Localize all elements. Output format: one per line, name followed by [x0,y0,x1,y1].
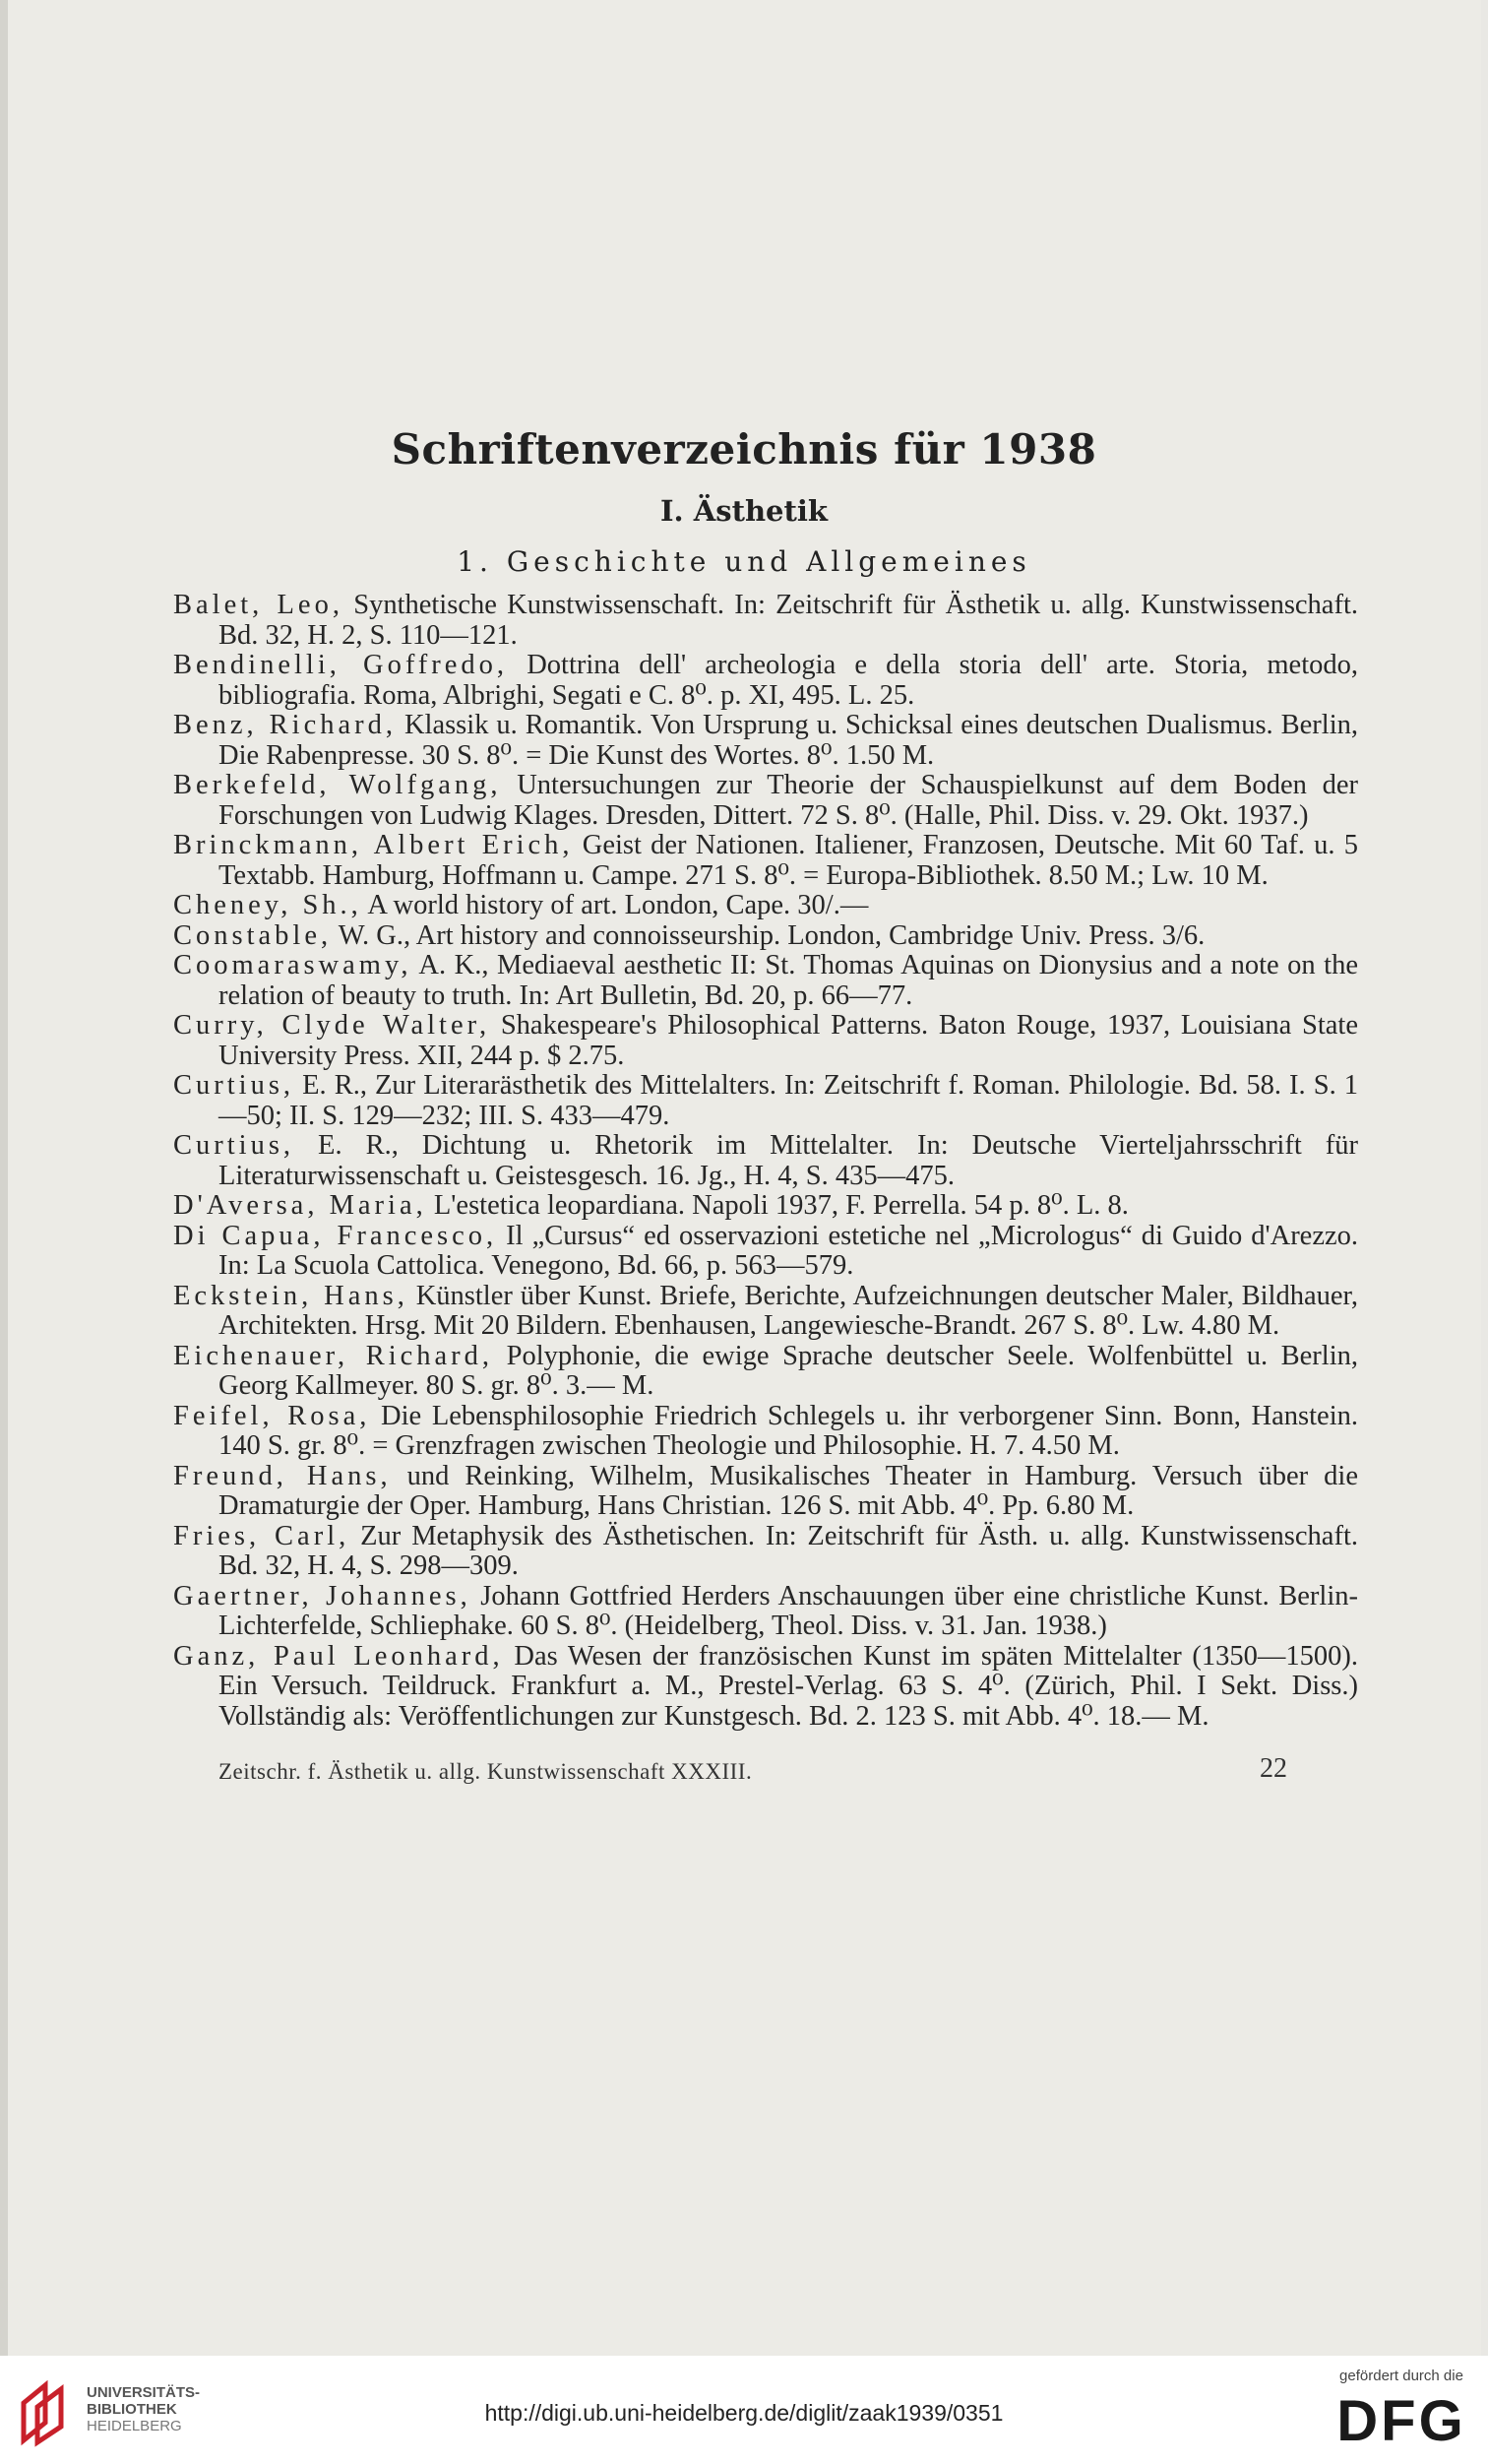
bibliography-entry [173,1582,1358,1642]
page-number: 22 [1260,1753,1287,1784]
entry-text: A world history of art. London, Cape. 30/.— [361,890,869,920]
entry-author: Ganz, Paul Leonhard, [173,1640,504,1672]
bibliography-entry [173,831,1358,891]
entry-author: Di Capua, Francesco, [173,1220,498,1251]
entry-text: E. R., Dichtung u. Rhetorik im Mittelalter. In: Deutsche Vierteljahrsschrift für Literaturwissenschaft u. Geistesgesch. 16. Jg., H. 4, S. 435—475. [218,1130,1358,1191]
bibliography-entry [173,651,1358,711]
entry-author: Berkefeld, Wolfgang, [173,770,502,800]
entry-text: und Reinking, Wilhelm, Musikalisches Theater in Hamburg. Versuch über die Dramaturgie der Oper. Hamburg, Hans Christian. 126 S. mit Abb. 4⁰. Pp. 6.80 M. [218,1460,1358,1521]
entry-author: Constable, [173,919,333,951]
bibliography-entry [173,921,1358,952]
entry-author: Cheney, Sh., [173,890,362,920]
entry-text: A. K., Mediaeval aesthetic II: St. Thomas Aquinas on Dionysius and a note on the relation of beauty to truth. In: Art Bulletin, Bd. 20, p. 66—77. [218,950,1358,1011]
page-spine-shadow [0,0,8,2356]
page-title: Schriftenverzeichnis für 1938 [391,425,1097,474]
source-url-link[interactable]: http://digi.ub.uni-heidelberg.de/diglit/zaak1939/0351 [484,2400,1004,2426]
entry-author: Curtius, [173,1130,295,1161]
library-name-line2: BIBLIOTHEK [87,2401,177,2418]
entry-text: Johann Gottfried Herders Anschauungen über eine christliche Kunst. Berlin-Lichterfelde, Schliephake. 60 S. 8⁰. (Heidelberg, Theol. Diss. v. 31. Jan. 1938.) [218,1580,1358,1641]
subsection-heading: 1. Geschichte und Allgemeines [457,545,1031,578]
entry-author: Coomaraswamy, [173,950,412,980]
bibliography-entry [173,1342,1358,1402]
bibliography-entry [173,1462,1358,1522]
entry-text: Künstler über Kunst. Briefe, Berichte, Aufzeichnungen deutscher Maler, Bildhauer, Architekten. Hrsg. Mit 20 Bildern. Ebenhausen, Langewiesche-Brandt. 267 S. 8⁰. Lw. 4.80 M. [218,1280,1358,1341]
bibliography-entry [173,591,1358,651]
bibliography-entry [173,1071,1358,1131]
entry-text: Klassik u. Romantik. Von Ursprung u. Schicksal eines deutschen Dualismus. Berlin, Die Rabenpresse. 30 S. 8⁰. = Die Kunst des Wortes. 8⁰. 1.50 M. [218,710,1358,771]
entry-text: Synthetische Kunstwissenschaft. In: Zeitschrift für Ästhetik u. allg. Kunstwissenschaft. Bd. 32, H. 2, S. 110—121. [218,590,1358,651]
entry-author: Balet, Leo, [173,590,343,620]
entry-author: Feifel, Rosa, [173,1400,371,1431]
entry-author: D'Aversa, Maria, [173,1190,427,1221]
entry-text: Shakespeare's Philosophical Patterns. Baton Rouge, 1937, Louisiana State University Press. XII, 244 p. $ 2.75. [218,1010,1358,1071]
bibliography-entry [173,951,1358,1011]
bibliography-entry [173,1642,1358,1733]
entry-author: Eckstein, Hans, [173,1280,408,1311]
bibliography-entry [173,1011,1358,1071]
entry-text: Il „Cursus“ ed osservazioni estetiche nel „Micrologus“ di Guido d'Arezzo. In: La Scuola Cattolica. Venegono, Bd. 66, p. 563—579. [218,1220,1359,1281]
bibliography-entry [173,1282,1358,1342]
entry-text: L'estetica leopardiana. Napoli 1937, F. Perrella. 54 p. 8⁰. L. 8. [426,1190,1129,1221]
footer-journal: Zeitschr. f. Ästhetik u. allg. Kunstwissenschaft XXXIII. [218,1759,753,1784]
entry-text: Polyphonie, die ewige Sprache deutscher Seele. Wolfenbüttel u. Berlin, Georg Kallmeyer. 80 S. gr. 8⁰. 3.— M. [218,1340,1358,1401]
entry-text: Dottrina dell' archeologia e della storia dell' arte. Storia, metodo, bibliografia. Roma, Albrighi, Segati e C. 8⁰. p. XI, 495. L. 25. [218,650,1358,711]
funded-by-label: gefördert durch die [1339,2368,1463,2384]
bibliography-entry [173,771,1358,831]
entry-author: Curtius, [173,1070,295,1101]
dfg-logo: DFG [1336,2389,1466,2453]
entry-author: Eichenauer, Richard, [173,1340,494,1371]
bibliography-list [173,591,1358,1732]
bibliography-entry [173,711,1358,771]
entry-author: Curry, Clyde Walter, [173,1010,491,1041]
entry-text: Geist der Nationen. Italiener, Franzosen, Deutsche. Mit 60 Taf. u. 5 Textabb. Hamburg, Hoffmann u. Campe. 271 S. 8⁰. = Europa-Bibliothek. 8.50 M.; Lw. 10 M. [218,830,1358,891]
entry-author: Brinckmann, Albert Erich, [173,830,574,860]
entry-author: Fries, Carl, [173,1520,350,1551]
entry-text: E. R., Zur Literarästhetik des Mittelalters. In: Zeitschrift f. Roman. Philologie. Bd. 58. I. S. 1—50; II. S. 129—232; III. S. 433—479. [218,1070,1358,1131]
bibliography-entry [173,1522,1358,1582]
library-name-line1: UNIVERSITÄTS- [87,2384,201,2401]
entry-author: Benz, Richard, [173,710,397,740]
entry-text: Die Lebensphilosophie Friedrich Schlegels u. ihr verborgener Sinn. Bonn, Hanstein. 140 S. gr. 8⁰. = Grenzfragen zwischen Theologie und Philosophie. H. 7. 4.50 M. [218,1400,1358,1461]
bibliography-entry [173,1131,1358,1191]
entry-author: Bendinelli, Goffredo, [173,650,509,680]
bibliography-entry [173,891,1358,921]
entry-author: Freund, Hans, [173,1460,392,1491]
section-heading: I. Ästhetik [659,494,829,528]
bibliography-entry [173,1402,1358,1462]
entry-text: Das Wesen der französischen Kunst im späten Mittelalter (1350—1500). Ein Versuch. Teildruck. Frankfurt a. M., Prestel-Verlag. 63 S. 4⁰. (Zürich, Phil. I Sekt. Diss.) Vollständig als: Veröffentlichungen zur Kunstgesch. Bd. 2. 123 S. mit Abb. 4⁰. 18.— M. [218,1640,1358,1732]
entry-text: Zur Metaphysik des Ästhetischen. In: Zeitschrift für Ästh. u. allg. Kunstwissenschaft. Bd. 32, H. 4, S. 298—309. [218,1520,1358,1581]
entry-author: Gaertner, Johannes, [173,1580,471,1611]
bibliography-entry [173,1191,1358,1222]
bibliography-entry [173,1222,1358,1282]
library-name-line3: HEIDELBERG [87,2418,182,2434]
entry-text: Untersuchungen zur Theorie der Schauspielkunst auf dem Boden der Forschungen von Ludwig Klages. Dresden, Dittert. 72 S. 8⁰. (Halle, Phil. Diss. v. 29. Okt. 1937.) [218,770,1358,831]
entry-text: W. G., Art history and connoisseurship. London, Cambridge Univ. Press. 3/6. [332,919,1206,951]
